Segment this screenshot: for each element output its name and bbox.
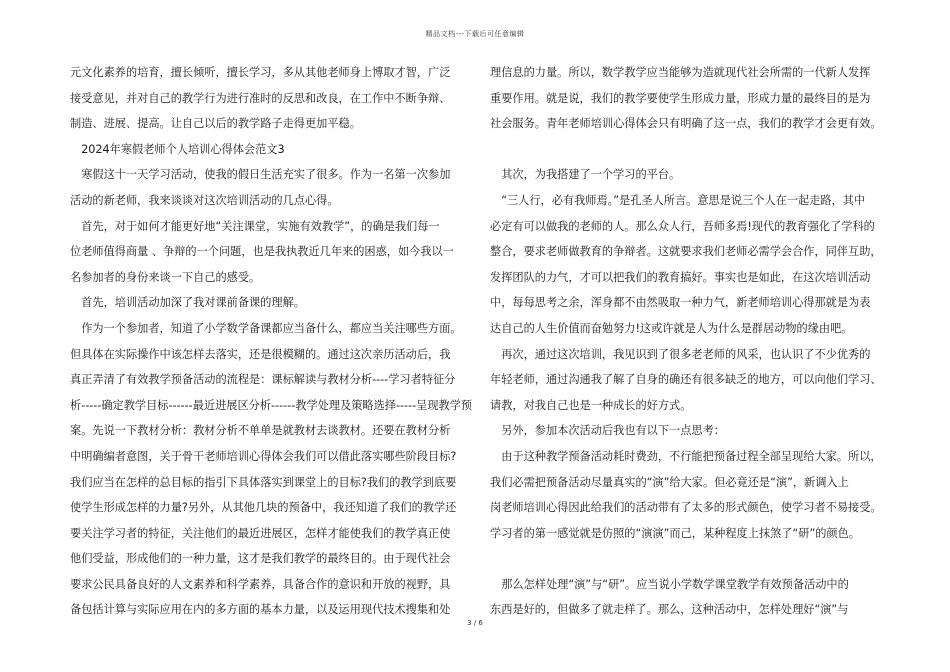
text-line: 要关注学习者的特征，关注他们的最近进展区，怎样才能使我们的教学真正使 xyxy=(70,526,451,540)
text-line: 作为一个参加者，知道了小学数学备课都应当备什么，都应当关注哪些方面。 xyxy=(70,321,462,335)
text-line: 那么怎样处理“演”与“研”。应当说小学数学课堂教学有效预备活动中的 xyxy=(490,577,849,591)
text-line: 要求公民具备良好的人文素养和科学素养，具备合作的意识和开放的视野，具 xyxy=(70,577,451,591)
text-line: 首先，对于如何才能更好地“关注课堂，实施有效教学”，的确是我们每一 xyxy=(70,219,440,233)
text-line: 真正弄清了有效教学预备活动的流程是：课标解读与教材分析----学习者特征分 xyxy=(70,373,456,387)
text-line: 必定有可以做我的老师的人。那么众人行，吾师多焉!现代的教育强化了学科的 xyxy=(490,219,875,233)
left-column xyxy=(70,60,473,623)
text-line: 岗老师培训心得因此给我们的活动带有了太多的形式颜色，使学习者不易接受。 xyxy=(490,501,882,515)
text-line: 理信息的力量。所以，数学教学应当能够为造就现代社会所需的一代新人发挥 xyxy=(490,66,871,79)
text-line: 他们受益，形成他们的一种力量，这才是我们教学的最终目的。由于现代社会 xyxy=(70,552,451,566)
text-line: 我们应当在怎样的总目标的指引下具体落实到课堂上的目标?我们的教学到底要 xyxy=(70,475,457,489)
text-line: 另外，参加本次活动后我也有以下一点思考： xyxy=(490,424,725,438)
paragraph-gap xyxy=(490,137,890,163)
text-line: 请教，对我自己也是一种成长的好方式。 xyxy=(490,398,692,412)
text-line: 中，每每思考之余，浑身都不由然吸取一种力气，新老师培训心得那就是为表 xyxy=(490,296,871,310)
text-line: 首先，培训活动加深了我对课前备课的理解。 xyxy=(70,296,305,310)
text-line: 但具体在实际操作中该怎样去落实，还是很模糊的。通过这次亲历活动后，我 xyxy=(70,347,451,361)
text-line: 析-----确定教学目标------最近进展区分析------教学处理及策略选择-----呈现教学预 xyxy=(70,398,473,412)
text-line: 整合，要求老师做教育的争辩者。这就要求我们老师必需学会合作，同伴互助， xyxy=(490,245,882,259)
text-line: 发挥团队的力气，才可以把我们的教育搞好。事实也是如此，在这次培训活动 xyxy=(490,270,871,284)
text-line: 寒假这十一天学习活动，使我的假日生活充实了很多。作为一名第一次参加 xyxy=(70,168,451,182)
text-line: 年轻老师，通过沟通我了解了自身的确还有很多缺乏的地方，可以向他们学习、 xyxy=(490,373,882,387)
text-line: 重要作用。就是说，我们的教学要使学生形成力量，形成力量的最终目的是为 xyxy=(490,91,871,105)
text-line: 由于这种教学预备活动耗时费劲，不行能把预备过程全部呈现给大家。所以， xyxy=(490,449,882,463)
text-line: 使学生形成怎样的力量?另外，从其他几块的预备中，我还知道了我们的教学还 xyxy=(70,501,457,515)
text-line: 位老师值得商量 、争辩的一个问题，也是我执教近几年来的困惑，如今我以一 xyxy=(70,245,454,259)
text-line: 再次，通过这次培训，我见识到了很多老老师的风采，也认识了不少优秀的 xyxy=(490,347,871,361)
text-line: 其次，为我搭建了一个学习的平台。 xyxy=(490,168,681,182)
text-line: 东西是好的，但做多了就走样了。那么，这种活动中，怎样处理好“演”与 xyxy=(490,603,849,617)
section-heading: 2024年寒假老师个人培训心得体会范文3 xyxy=(70,142,285,156)
text-line: 备包括计算与实际应用在内的多方面的基本力量，以及运用现代技术搜集和处 xyxy=(70,603,451,617)
text-line: 名参加者的身份来谈一下自己的感受。 xyxy=(70,270,261,284)
text-line: 制造、进展、提高。让自己以后的教学路子走得更加平稳。 xyxy=(70,117,361,131)
text-line: 达自己的人生价值而奋勉努力!这或许就是人为什么是群居动物的缘由吧。 xyxy=(490,321,853,335)
right-column xyxy=(490,60,890,623)
text-line: 我们必需把预备活动尽量真实的“演”给大家。但必竟还是“演”，新调入上 xyxy=(490,475,849,489)
text-line: “三人行，必有我师焉。”是孔圣人所言。意思是说三个人在一起走路，其中 xyxy=(490,193,866,207)
text-line: 元文化素养的培育，擅长倾听，擅长学习，多从其他老师身上博取才智，广泛 xyxy=(70,66,451,79)
text-line: 学习者的第一感觉就是仿照的“演演”而己，某种程度上抹煞了“研”的颜色。 xyxy=(490,526,860,540)
text-line: 活动的新老师，我来谈谈对这次培训活动的几点心得。 xyxy=(70,193,339,207)
page-number: 3 / 6 xyxy=(467,619,483,627)
text-line: 接受意见，并对自己的教学行为进行准时的反思和改良，在工作中不断争辩、 xyxy=(70,91,451,105)
text-line: 中明确编者意图，关于骨干老师培训心得体会我们可以借此落实哪些阶段目标? xyxy=(70,449,457,463)
paragraph-gap xyxy=(490,546,890,572)
page-header: 精品文档---下载后可任意编辑 xyxy=(425,30,525,38)
text-line: 社会服务。青年老师培训心得体会只有明确了这一点，我们的教学才会更有效。 xyxy=(490,117,882,131)
text-line: 案。先说一下教材分析：教材分析不单单是就教材去谈教材。还要在教材分析 xyxy=(70,424,451,438)
